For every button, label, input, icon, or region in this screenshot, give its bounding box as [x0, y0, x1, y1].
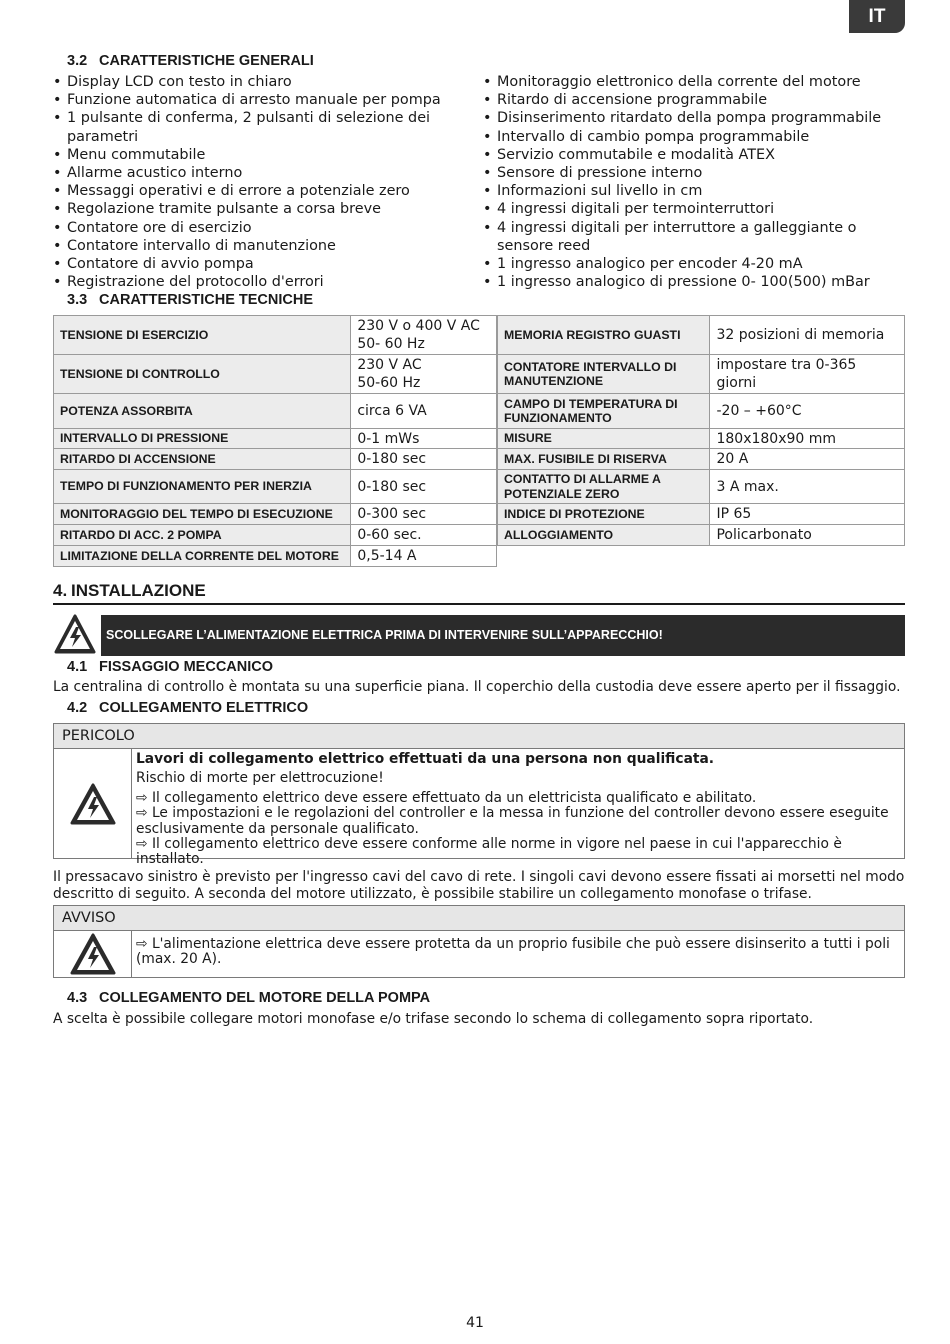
list-item: • Messaggi operativi e di errore a potenziale zero	[53, 182, 463, 200]
table-row	[54, 470, 497, 504]
page-number: 41	[466, 1315, 484, 1331]
arrow-icon: ⇨	[136, 936, 148, 952]
list-item: • Regolazione tramite pulsante a corsa breve	[53, 200, 463, 218]
list-item: • Contatore di avvio pompa	[53, 255, 463, 273]
paragraph-4-2: Il pressacavo sinistro è previsto per l'ingresso cavi del cavo di rete. I singoli cavi devono essere fissati ai morsetti nel modo descritto di seguito. A seconda del motore utilizzato, è possibile stabilire un collegamento monofase o trifase.	[53, 869, 905, 902]
list-item: • Servizio commutabile e modalità ATEX	[483, 146, 905, 164]
list-item: • Contatore ore di esercizio	[53, 219, 463, 237]
language-tab: IT	[849, 0, 905, 33]
spec-value: 230 V o 400 V AC 50- 60 Hz	[351, 316, 497, 355]
danger-box	[53, 723, 905, 868]
spec-label: TENSIONE DI CONTROLLO	[54, 355, 351, 394]
list-item: • 4 ingressi digitali per interruttore a galleggiante o sensore reed	[483, 219, 905, 255]
spec-value: 32 posizioni di memoria	[710, 316, 905, 355]
general-features-left-list	[53, 73, 463, 291]
paragraph-4-3: A scelta è possibile collegare motori monofase e/o trifase secondo lo schema di collegamento sopra riportato.	[53, 1011, 814, 1027]
specs-table-right	[497, 315, 905, 546]
notice-item: ⇨ L'alimentazione elettrica deve essere protetta da un proprio fusibile che può essere disinserito a tutti i poli (max. 20 A).	[136, 936, 890, 968]
list-item: • 4 ingressi digitali per termointerruttori	[483, 200, 905, 218]
danger-item: ⇨ Il collegamento elettrico deve essere effettuato da un elettricista qualificato e abilitato.	[136, 789, 757, 806]
section-heading-4-3	[67, 990, 430, 1006]
spec-label: TENSIONE DI ESERCIZIO	[54, 316, 351, 355]
section-heading-3-3	[67, 292, 313, 308]
table-row	[498, 449, 905, 470]
table-row	[54, 525, 497, 546]
table-row	[498, 429, 905, 449]
spec-value: 0-300 sec	[351, 504, 497, 525]
notice-box-heading: AVVISO	[54, 906, 904, 931]
spec-label: ALLOGGIAMENTO	[498, 525, 710, 546]
table-row	[54, 355, 497, 394]
list-item: • Allarme acustico interno	[53, 164, 463, 182]
spec-label: INTERVALLO DI PRESSIONE	[54, 429, 351, 449]
section-heading-3-2	[67, 53, 314, 69]
section-number: 4.1	[67, 659, 88, 675]
table-row	[54, 546, 497, 567]
spec-value: 230 V AC 50-60 Hz	[351, 355, 497, 394]
section-title: INSTALLAZIONE	[71, 581, 206, 600]
list-item: • Disinserimento ritardato della pompa programmabile	[483, 109, 905, 127]
section-heading-4	[53, 581, 905, 605]
table-row	[54, 394, 497, 429]
spec-label: POTENZA ASSORBITA	[54, 394, 351, 429]
spec-label: MEMORIA REGISTRO GUASTI	[498, 316, 710, 355]
spec-value: 3 A max.	[710, 470, 905, 504]
table-row	[54, 429, 497, 449]
table-row	[498, 355, 905, 394]
arrow-icon: ⇨	[136, 805, 148, 822]
section-title: COLLEGAMENTO DEL MOTORE DELLA POMPA	[99, 990, 431, 1006]
section-number: 4.2	[67, 700, 88, 716]
spec-value: 0-180 sec	[351, 449, 497, 470]
list-item: • Menu commutabile	[53, 146, 463, 164]
danger-title: Lavori di collegamento elettrico effettuati da una persona non qualificata.	[136, 751, 715, 767]
general-features-right-list	[483, 73, 905, 291]
spec-value: 180x180x90 mm	[710, 429, 905, 449]
spec-label: RITARDO DI ACC. 2 POMPA	[54, 525, 351, 546]
arrow-icon: ⇨	[136, 836, 148, 853]
section-title: CARATTERISTICHE GENERALI	[99, 53, 314, 69]
list-item: • Monitoraggio elettronico della corrente del motore	[483, 73, 905, 91]
list-item: • Funzione automatica di arresto manuale per pompa	[53, 91, 463, 109]
spec-value: 20 A	[710, 449, 905, 470]
section-number: 3.2	[67, 53, 88, 69]
paragraph-4-1: La centralina di controllo è montata su una superficie piana. Il coperchio della custodia deve essere aperto per il fissaggio.	[53, 679, 901, 695]
list-item: • Ritardo di accensione programmabile	[483, 91, 905, 109]
list-item: • Display LCD con testo in chiaro	[53, 73, 463, 91]
list-item: • 1 ingresso analogico di pressione 0- 100(500) mBar	[483, 273, 905, 291]
spec-label: MAX. FUSIBILE DI RISERVA	[498, 449, 710, 470]
section-number: 3.3	[67, 292, 88, 308]
section-title: FISSAGGIO MECCANICO	[99, 659, 274, 675]
spec-label: RITARDO DI ACCENSIONE	[54, 449, 351, 470]
list-item: • 1 pulsante di conferma, 2 pulsanti di selezione dei parametri	[53, 109, 463, 145]
section-title: CARATTERISTICHE TECNICHE	[99, 292, 314, 308]
danger-box-heading: PERICOLO	[54, 724, 904, 749]
spec-value: 0-180 sec	[351, 470, 497, 504]
spec-label: TEMPO DI FUNZIONAMENTO PER INERZIA	[54, 470, 351, 504]
table-row	[498, 470, 905, 504]
spec-label: CAMPO DI TEMPERATURA DI FUNZIONAMENTO	[498, 394, 710, 429]
high-voltage-warning-icon	[54, 614, 96, 659]
spec-value: circa 6 VA	[351, 394, 497, 429]
table-row	[498, 316, 905, 355]
table-row	[498, 504, 905, 525]
high-voltage-warning-icon	[54, 749, 132, 858]
spec-label: MISURE	[498, 429, 710, 449]
danger-item: ⇨ Il collegamento elettrico deve essere conforme alle norme in vigore nel paese in cui l'apparecchio è installato.	[136, 836, 842, 868]
section-title: COLLEGAMENTO ELETTRICO	[99, 700, 309, 716]
table-row	[54, 449, 497, 470]
spec-label: INDICE DI PROTEZIONE	[498, 504, 710, 525]
list-item: • Sensore di pressione interno	[483, 164, 905, 182]
section-number: 4.3	[67, 990, 88, 1006]
spec-label: CONTATTO DI ALLARME A POTENZIALE ZERO	[498, 470, 710, 504]
spec-label: LIMITAZIONE DELLA CORRENTE DEL MOTORE	[54, 546, 351, 567]
section-heading-4-1	[67, 659, 273, 675]
list-item: • Registrazione del protocollo d'errori	[53, 273, 463, 291]
table-row	[498, 394, 905, 429]
list-item: • Intervallo di cambio pompa programmabile	[483, 128, 905, 146]
table-row	[54, 316, 497, 355]
spec-value: -20 – +60°C	[710, 394, 905, 429]
table-row	[54, 504, 497, 525]
specs-table-left	[53, 315, 497, 567]
arrow-icon: ⇨	[136, 789, 148, 806]
danger-subtitle: Rischio di morte per elettrocuzione!	[136, 770, 384, 787]
spec-value: IP 65	[710, 504, 905, 525]
danger-item: ⇨ Le impostazioni e le regolazioni del controller e la messa in funzione del controller devono essere eseguite esclusivamente da personale qualificato.	[136, 805, 889, 837]
high-voltage-warning-icon	[54, 931, 132, 977]
warning-banner: SCOLLEGARE L’ALIMENTAZIONE ELETTRICA PRIMA DI INTERVENIRE SULL’APPARECCHIO!	[101, 615, 905, 656]
table-row	[498, 525, 905, 546]
spec-value: 0-60 sec.	[351, 525, 497, 546]
spec-value: 0,5-14 A	[351, 546, 497, 567]
list-item: • 1 ingresso analogico per encoder 4-20 mA	[483, 255, 905, 273]
spec-value: 0-1 mWs	[351, 429, 497, 449]
spec-value: impostare tra 0-365 giorni	[710, 355, 905, 394]
list-item: • Contatore intervallo di manutenzione	[53, 237, 463, 255]
spec-label: CONTATORE INTERVALLO DI MANUTENZIONE	[498, 355, 710, 394]
list-item: • Informazioni sul livello in cm	[483, 182, 905, 200]
spec-value: Policarbonato	[710, 525, 905, 546]
section-number: 4.	[53, 581, 68, 600]
notice-box	[53, 905, 905, 978]
spec-label: MONITORAGGIO DEL TEMPO DI ESECUZIONE	[54, 504, 351, 525]
section-heading-4-2	[67, 700, 308, 716]
